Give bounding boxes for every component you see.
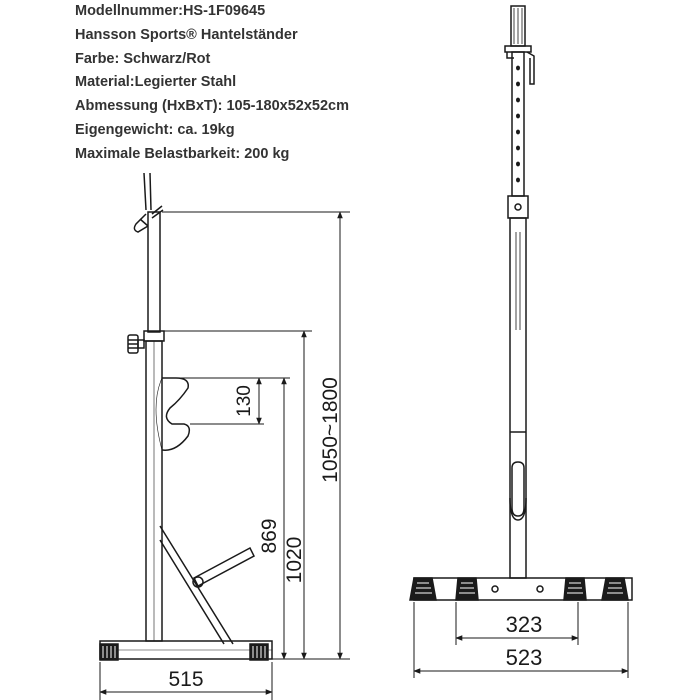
spec-product-name: Hansson Sports® Hantelständer [75, 26, 298, 43]
side-inner-tube [148, 212, 160, 332]
front-inner-tube [512, 52, 524, 196]
front-base-feet [410, 578, 628, 600]
spec-model-number: Modellnummer:HS-1F09645 [75, 3, 266, 19]
front-top-sleeve [505, 6, 534, 84]
dim-cradle-height: 869 [258, 518, 281, 554]
front-outer-tube [510, 218, 526, 578]
front-view [410, 6, 632, 600]
front-adjustment-holes [516, 66, 520, 183]
dim-outer-tube-height: 1020 [283, 536, 306, 584]
dim-front-inner-width: 323 [505, 612, 543, 637]
side-diagonal-brace [160, 526, 233, 644]
dim-front-base-width: 523 [505, 645, 543, 670]
spec-dimensions: Abmessung (HxBxT): 105-180x52x52cm [75, 98, 350, 115]
front-base-bar [414, 578, 632, 600]
side-dimension-lines [100, 212, 350, 700]
front-j-hook [512, 462, 524, 516]
spec-material: Material:Legierter Stahl [75, 74, 237, 91]
spec-max-load: Maximale Belastbarkeit: 200 kg [75, 145, 290, 162]
spec-weight: Eigengewicht: ca. 19kg [75, 121, 235, 138]
spec-color: Farbe: Schwarz/Rot [75, 50, 211, 67]
side-locking-knob [128, 335, 144, 353]
dim-total-height: 1050~1800 [319, 377, 342, 483]
side-j-hook [162, 378, 189, 450]
front-tube-collar [508, 196, 528, 218]
dim-side-base-width: 515 [168, 668, 204, 691]
dim-cradle-depth: 130 [234, 385, 255, 417]
